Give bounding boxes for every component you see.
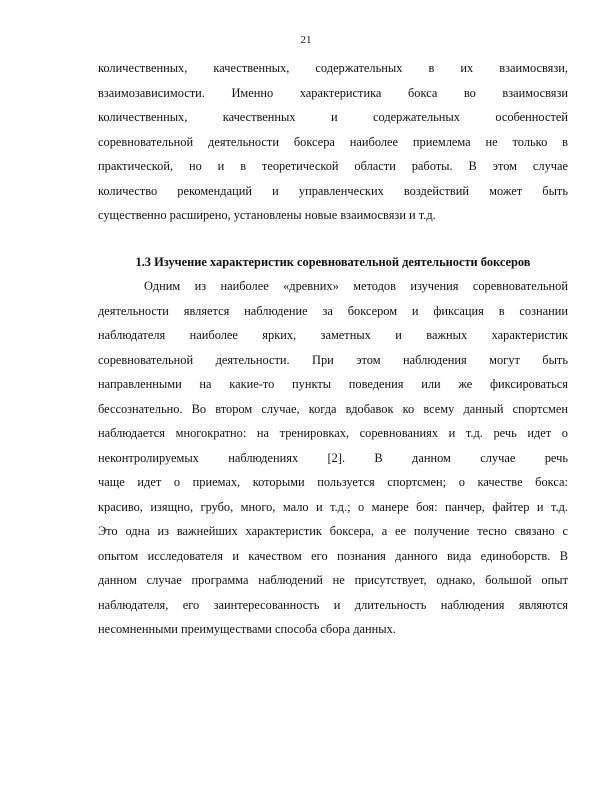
text-line: неконтролируемых наблюдениях [2]. В данном случае речь: [98, 450, 568, 465]
page-content: [98, 56, 568, 642]
text-line: бессознательно. Во втором случае, когда вдобавок ко всему данный спортсмен: [98, 401, 568, 416]
text-line: количество рекомендаций и управленческих воздействий может быть: [98, 183, 568, 198]
text-line: Одним из наиболее «древних» методов изучения соревновательной: [144, 279, 568, 293]
text-line: опытом исследователя и качеством его познания данного вида единоборств. В: [98, 548, 568, 563]
page-number: 21: [300, 34, 312, 46]
text-line: соревновательной деятельности. При этом наблюдения могут быть: [98, 352, 568, 367]
text-line: данном случае программа наблюдений не присутствует, однако, большой опыт: [98, 573, 568, 587]
paragraph-1: [98, 56, 568, 228]
text-line: чаще идет о приемах, которыми пользуется спортсмен; о качестве бокса:: [98, 475, 568, 489]
text-line: наблюдателя наиболее ярких, заметных и важных характеристик: [98, 328, 568, 342]
paragraph-2: [98, 274, 568, 642]
text-line: количественных, качественных и содержательных особенностей: [98, 110, 568, 124]
text-line: деятельности является наблюдение за боксером и фиксация в сознании: [98, 303, 568, 318]
text-line: Это одна из важнейших характеристик боксера, а ее получение тесно связано с: [98, 524, 568, 538]
text-line: наблюдается многократно: на тренировках, соревнованиях и т.д. речь идет о: [98, 426, 568, 440]
text-line: направленными на какие-то пункты поведения или же фиксироваться: [98, 377, 568, 391]
text-line: несомненными преимуществами способа сбора данных.: [98, 622, 396, 636]
text-line: количественных, качественных, содержательных в их взаимосвязи,: [98, 61, 568, 75]
text-line: существенно расширено, установлены новые взаимосвязи и т.д.: [98, 208, 436, 222]
text-line: практической, но и в теоретической области работы. В этом случае: [98, 159, 568, 173]
text-line: наблюдателя, его заинтересованность и длительность наблюдения являются: [98, 597, 568, 612]
text-line: соревновательной деятельности боксера наиболее приемлема не только в: [98, 134, 568, 149]
text-line: красиво, изящно, грубо, много, мало и т.д.; о манере боя: панчер, файтер и т.д.: [98, 499, 568, 514]
section-heading: 1.3 Изучение характеристик соревновательной деятельности боксеров: [135, 254, 531, 269]
text-line: взаимозависимости. Именно характеристика бокса во взаимосвязи: [98, 85, 568, 100]
